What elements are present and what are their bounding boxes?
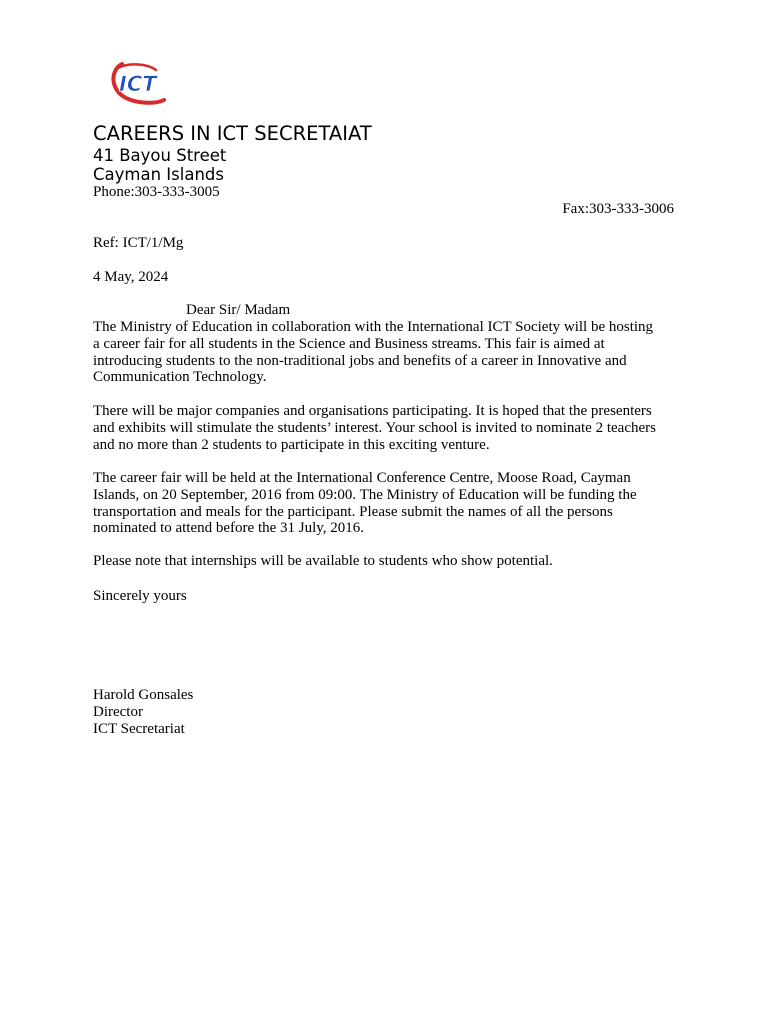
closing: Sincerely yours [93, 588, 187, 604]
signatory-name: Harold Gonsales [93, 687, 194, 703]
paragraph-line: transportation and meals for the participant. Please submit the names of all the persons [93, 503, 613, 520]
paragraph-line: nominated to attend before the 31 July, 2016. [93, 520, 365, 537]
ict-logo [108, 60, 170, 106]
paragraph-line: and exhibits will stimulate the students’ interest. Your school is invited to nominate 2 teachers [93, 419, 656, 436]
address-line-2: Cayman Islands [93, 165, 224, 184]
letter-date: 4 May, 2024 [93, 269, 169, 285]
paragraph-line: Please note that internships will be available to students who show potential. [93, 553, 553, 569]
fax-number: Fax:303-333-3006 [562, 201, 674, 217]
paragraph-line: a career fair for all students in the Science and Business streams. This fair is aimed at [93, 335, 605, 352]
paragraph-line: The Ministry of Education in collaboration with the International ICT Society will be hosting [93, 319, 654, 335]
paragraph-line: The career fair will be held at the International Conference Centre, Moose Road, Cayman [93, 470, 631, 486]
paragraph-line: There will be major companies and organisations participating. It is hoped that the presenters [93, 403, 652, 419]
body-paragraph-1 [93, 319, 683, 386]
paragraph-line: Communication Technology. [93, 369, 267, 386]
body-paragraph-4 [93, 553, 683, 570]
logo-swoosh-top [118, 64, 156, 70]
body-paragraph-2 [93, 403, 683, 453]
paragraph-line: Islands, on 20 September, 2016 from 09:00. The Ministry of Education will be funding the [93, 486, 637, 503]
paragraph-line: and no more than 2 students to participate in this exciting venture. [93, 436, 490, 453]
ict-logo-graphic [108, 60, 170, 106]
logo-text: ICT [119, 72, 157, 96]
address-line-1: 41 Bayou Street [93, 146, 227, 165]
signatory-organization: ICT Secretariat [93, 721, 185, 737]
paragraph-line: introducing students to the non-traditional jobs and benefits of a career in Innovative and [93, 352, 627, 369]
signatory-title: Director [93, 704, 143, 720]
organization-name: CAREERS IN ICT SECRETAIAT [93, 122, 372, 145]
reference-number: Ref: ICT/1/Mg [93, 235, 184, 251]
body-paragraph-3 [93, 470, 683, 537]
phone-number: Phone:303-333-3005 [93, 184, 220, 200]
salutation: Dear Sir/ Madam [186, 302, 291, 318]
